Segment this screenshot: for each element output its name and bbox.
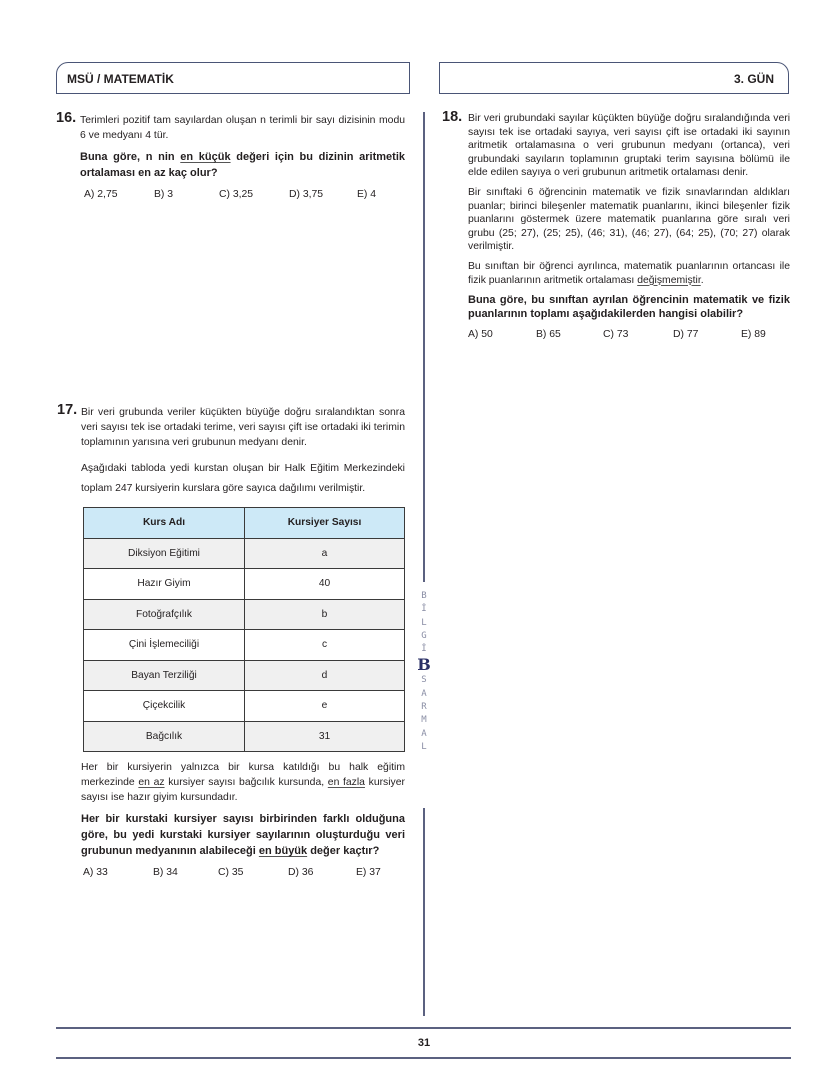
logo-letter: S xyxy=(421,675,427,686)
day-title: 3. GÜN xyxy=(733,72,774,86)
course-count: c xyxy=(245,630,405,661)
question-number: 16. xyxy=(56,110,77,126)
column-divider-top xyxy=(423,112,425,582)
table-header-course: Kurs Adı xyxy=(84,508,245,539)
option-e[interactable]: E) 4 xyxy=(357,189,377,200)
table-row xyxy=(84,660,405,691)
table-row xyxy=(84,569,405,600)
logo-letter: B xyxy=(421,591,427,601)
answer-options xyxy=(80,187,405,202)
course-name: Çiçekcilik xyxy=(84,691,245,722)
question-text-context: Aşağıdaki tabloda yedi kurstan oluşan bir Halk Eğitim Merkezindeki toplam 247 kursiyerin kurslara göre sayıca dağılımı verilmiştir. xyxy=(81,463,405,494)
course-count: e xyxy=(245,691,405,722)
question-16 xyxy=(56,110,405,202)
option-d[interactable]: D) 3,75 xyxy=(289,189,324,200)
logo-letter: A xyxy=(421,728,427,739)
course-count: d xyxy=(245,660,405,691)
logo-letter: İ xyxy=(421,644,427,655)
publisher-logo xyxy=(414,590,434,754)
table-row xyxy=(84,599,405,630)
question-text-conditions: Her bir kursiyerin yalnızca bir kursa katıldığı bu halk eğitim merkezinde en az kursiyer sayısı bağcılık kursunda, en fazla kursiyer sayısı ise hazır giyim kursundadır. xyxy=(81,762,405,803)
course-count: 31 xyxy=(245,721,405,752)
day-header xyxy=(439,62,789,94)
table-row xyxy=(84,630,405,661)
course-name: Bağcılık xyxy=(84,721,245,752)
option-a[interactable]: A) 50 xyxy=(468,329,493,341)
answer-options xyxy=(468,327,790,342)
column-divider-bottom xyxy=(423,808,425,1016)
option-d[interactable]: D) 36 xyxy=(288,867,314,878)
logo-mark-icon: B xyxy=(417,655,431,675)
course-name: Çini İşlemeciliği xyxy=(84,630,245,661)
table-row xyxy=(84,721,405,752)
course-table xyxy=(83,507,405,752)
question-17 xyxy=(57,402,405,880)
option-b[interactable]: B) 65 xyxy=(536,329,561,341)
subject-header xyxy=(56,62,410,94)
underlined-phrase: en fazla xyxy=(327,777,365,788)
option-b[interactable]: B) 34 xyxy=(153,867,178,878)
logo-letter: G xyxy=(421,630,427,641)
course-count: 40 xyxy=(245,569,405,600)
underlined-phrase: en az xyxy=(138,777,165,788)
course-count: b xyxy=(245,599,405,630)
option-c[interactable]: C) 3,25 xyxy=(219,189,254,200)
table-header-count: Kursiyer Sayısı xyxy=(245,508,405,539)
answer-options xyxy=(81,865,405,880)
logo-letter: L xyxy=(421,617,427,628)
footer-rule-bottom xyxy=(56,1057,791,1059)
option-a[interactable]: A) 33 xyxy=(83,867,108,878)
question-text-condition: Bu sınıftan bir öğrenci ayrılınca, matematik puanlarının ortancası ile fizik puanlarının aritmetik ortalaması değişmemiştir. xyxy=(468,260,790,286)
question-prompt: Buna göre, bu sınıftan ayrılan öğrencinin matematik ve fizik puanlarının toplamı aşağıdakilerden hangisi olabilir? xyxy=(468,294,790,321)
logo-letter: L xyxy=(421,741,427,752)
question-18 xyxy=(442,109,790,342)
table-row xyxy=(84,538,405,569)
question-text-context: Bir sınıftaki 6 öğrencinin matematik ve fizik sınavlarından aldıkları puanlar; birinci bileşenler matematik puanlarını, ikinci bileşenler fizik puanlarını göstermek üzere matematik puanlarına göre sıralı veri grubu (25; 27), (25; 25), (46; 31), (46; 27), (64; 25), (70; 27) olarak verilmiştir. xyxy=(468,186,790,253)
logo-letter: R xyxy=(421,702,427,713)
option-c[interactable]: C) 73 xyxy=(603,329,629,341)
option-b[interactable]: B) 3 xyxy=(154,189,174,200)
course-name: Diksiyon Eğitimi xyxy=(84,538,245,569)
logo-letter: M xyxy=(421,715,427,726)
table-row xyxy=(84,691,405,722)
course-name: Fotoğrafçılık xyxy=(84,599,245,630)
question-prompt: Buna göre, n nin en küçük değeri için bu dizinin aritmetik ortalaması en az kaç olur? xyxy=(80,151,405,179)
underlined-phrase: en küçük xyxy=(180,151,231,163)
question-prompt: Her bir kurstaki kursiyer sayısı birbirinden farklı olduğuna göre, bu yedi kurstaki kursiyer sayılarının oluşturduğu veri grubunun medyanının alabileceği en büyük değer kaçtır? xyxy=(81,813,405,857)
subject-title: MSÜ / MATEMATİK xyxy=(67,72,174,86)
underlined-phrase: en büyük xyxy=(258,845,308,857)
question-number: 18. xyxy=(442,109,463,125)
option-a[interactable]: A) 2,75 xyxy=(84,189,118,200)
table-header-row xyxy=(84,508,405,539)
question-text-definition: Bir veri grubundaki sayılar küçükten büyüğe doğru sıralandığında veri sayısı tek ise ortadaki sayıya, veri sayısı çift ise ortadaki iki sayının aritmetik ortalamasına o veri grubunun medyanı (ortanca), veri grubundaki sayıların toplamının gruptaki terim sayısına bölümü ile elde edilen sayıya o veri grubunun aritmetik ortalaması denir. xyxy=(468,113,790,179)
page-number: 31 xyxy=(417,1037,431,1049)
question-text: Terimleri pozitif tam sayılardan oluşan n terimli bir sayı dizisinin modu 6 ve medyanı 4 tür. xyxy=(80,115,405,141)
course-count: a xyxy=(245,538,405,569)
logo-letter: A xyxy=(421,688,427,699)
question-text-definition: Bir veri grubunda veriler küçükten büyüğe doğru sıralandıktan sonra veri sayısı tek ise ortadaki terime, veri sayısı çift ise ortadaki iki terimin toplamının yarısına veri grubunun medyanı denir. xyxy=(81,407,405,448)
footer-rule-top xyxy=(56,1027,791,1029)
question-number: 17. xyxy=(57,402,78,418)
option-e[interactable]: E) 37 xyxy=(356,867,381,878)
course-name: Hazır Giyim xyxy=(84,569,245,600)
course-name: Bayan Terziliği xyxy=(84,660,245,691)
option-d[interactable]: D) 77 xyxy=(673,329,699,341)
logo-letter: İ xyxy=(421,604,427,615)
option-e[interactable]: E) 89 xyxy=(741,329,766,341)
option-c[interactable]: C) 35 xyxy=(218,867,244,878)
underlined-phrase: değişmemiştir xyxy=(637,274,701,286)
